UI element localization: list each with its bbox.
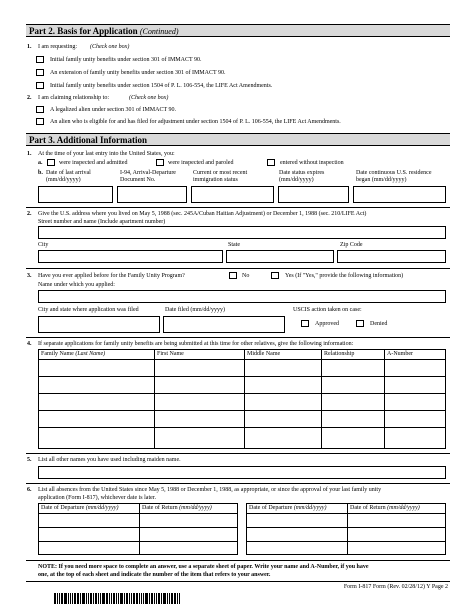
name-applied-label: Name under which you applied: xyxy=(38,282,115,288)
table-row xyxy=(247,513,445,514)
barcode-bar xyxy=(156,593,157,604)
divider xyxy=(26,483,450,484)
barcode-bar xyxy=(111,593,112,604)
q1-option-3-checkbox[interactable] xyxy=(36,82,44,89)
denied-label: Denied xyxy=(370,321,388,327)
inspected-paroled-label: were inspected and paroled xyxy=(168,160,234,166)
absences-table-left xyxy=(38,503,238,555)
barcode-bar xyxy=(61,593,63,604)
barcode-bar xyxy=(57,593,58,604)
table-row xyxy=(247,527,445,528)
q2-text: Give the U.S. address where you lived on May 5, 1988 (sec. 245A/Cuban Haitian Adjustment) or December 1, 1988 (sec. 210/LIFE Act) xyxy=(38,211,367,217)
street-label: Street number and name (Include apartment number) xyxy=(38,219,166,225)
continuous-residence-label: Date continuous U.S. residence began (mm/dd/yyyy) xyxy=(356,170,432,183)
other-names-field[interactable] xyxy=(38,466,446,479)
table-row xyxy=(39,513,237,514)
barcode-bar xyxy=(120,593,123,604)
col-a-number: A-Number xyxy=(387,351,413,357)
q1-option-1-checkbox[interactable] xyxy=(36,56,44,63)
part2-title xyxy=(29,26,179,37)
note-line2: one, at the top of each sheet and indicate the number of the item that refers to your answer. xyxy=(38,572,271,578)
barcode-bar xyxy=(54,593,56,604)
q1b-label: b. xyxy=(38,170,43,176)
barcode-bar xyxy=(118,593,119,604)
col-departure-hint: (mm/dd/yyyy) xyxy=(85,505,119,511)
table-column-divider xyxy=(321,350,322,448)
continuous-residence-field[interactable] xyxy=(353,186,446,203)
col-departure-hint: (mm/dd/yyyy) xyxy=(293,505,327,511)
q4-number: 4. xyxy=(27,341,32,347)
barcode-bar xyxy=(95,593,97,604)
street-field[interactable] xyxy=(38,226,446,239)
barcode-bar xyxy=(145,593,148,604)
bottom-rule xyxy=(26,581,450,582)
table-row xyxy=(39,541,237,542)
barcode-bar xyxy=(179,593,180,604)
barcode-bar xyxy=(158,593,160,604)
zip-field[interactable] xyxy=(337,250,446,263)
barcode-bar xyxy=(80,593,81,604)
col-middle-name: Middle Name xyxy=(247,351,281,357)
col-relationship: Relationship xyxy=(324,351,355,357)
barcode-bar xyxy=(143,593,144,604)
barcode xyxy=(54,593,181,604)
barcode-bar xyxy=(167,593,168,604)
part2-q1-number: 1. xyxy=(27,44,32,50)
table-column-divider xyxy=(139,504,140,554)
immigration-status-field[interactable] xyxy=(191,186,274,203)
barcode-bar xyxy=(98,593,99,604)
city-state-filed-label: City and state where application was filed xyxy=(38,307,139,313)
approved-label: Approved xyxy=(315,321,339,327)
barcode-bar xyxy=(133,593,135,604)
part2-title-text: Part 2. Basis for Application xyxy=(29,26,138,36)
city-field[interactable] xyxy=(38,250,223,263)
col-departure-right xyxy=(249,505,326,512)
barcode-bar xyxy=(174,593,176,604)
q4-text: If separate applications for family unity benefits are being submitted at this time for other relatives, give the following information: xyxy=(38,341,354,347)
barcode-bar xyxy=(141,593,142,604)
table-column-divider xyxy=(154,350,155,448)
barcode-bar xyxy=(74,593,76,604)
q1-option-3-label: Initial family unity benefits under section 1504 of P. L. 106-554, the LIFE Act Amendments. xyxy=(50,83,273,89)
table-row xyxy=(39,376,445,377)
state-label: State xyxy=(228,242,240,248)
table-column-divider xyxy=(244,350,245,448)
barcode-bar xyxy=(151,593,153,604)
q1-text: At the time of your last entry into the United States, you: xyxy=(38,151,175,157)
col-return-hint: (mm/dd/yyyy) xyxy=(179,505,212,511)
absences-table-right xyxy=(246,503,446,555)
col-departure-text: Date of Departure xyxy=(249,505,293,511)
date-last-arrival-label: Date of last arrival (mm/dd/yyyy) xyxy=(46,170,91,183)
divider xyxy=(26,268,450,269)
inspected-admitted-checkbox[interactable] xyxy=(47,159,55,166)
q5-text: List all other names you have used including maiden name. xyxy=(38,457,181,463)
barcode-bar xyxy=(90,593,92,604)
table-row xyxy=(247,541,445,542)
q2-option-1-checkbox[interactable] xyxy=(36,106,44,113)
entered-without-inspection-label: entered without inspection xyxy=(280,160,344,166)
form-id: Form I-817 Form (Rev. 02/28/12) Y Page 2 xyxy=(343,584,448,590)
col-return-right xyxy=(350,505,420,512)
state-field[interactable] xyxy=(226,250,334,263)
barcode-bar xyxy=(68,593,69,604)
part2-q2-hint: (Check one box) xyxy=(129,95,169,101)
q1-option-1-label: Initial family unity benefits under section 301 of IMMACT 90. xyxy=(50,57,202,63)
inspected-paroled-checkbox[interactable] xyxy=(156,159,164,166)
divider xyxy=(26,453,450,454)
barcode-bar xyxy=(82,593,85,604)
part3-title: Part 3. Additional Information xyxy=(29,135,148,145)
part2-q2-number: 2. xyxy=(27,95,32,101)
barcode-bar xyxy=(161,593,162,604)
inspected-admitted-label: were inspected and admitted xyxy=(59,160,128,166)
q1-option-2-label: An extension of family unity benefits under section 301 of IMMACT 90. xyxy=(50,70,226,76)
barcode-bar xyxy=(100,593,101,604)
table-row xyxy=(39,527,237,528)
barcode-bar xyxy=(86,593,87,604)
table-column-divider xyxy=(384,350,385,448)
name-applied-field[interactable] xyxy=(38,290,446,303)
barcode-bar xyxy=(113,593,115,604)
i94-number-field[interactable] xyxy=(117,186,187,203)
city-state-filed-field[interactable] xyxy=(38,316,160,333)
col-return-hint: (mm/dd/yyyy) xyxy=(387,505,420,511)
barcode-bar xyxy=(136,593,138,604)
date-filed-label: Date filed (mm/dd/yyyy) xyxy=(165,307,225,313)
barcode-bar xyxy=(163,593,166,604)
date-status-expires-label: Date status expires (mm/dd/yyyy) xyxy=(279,170,325,183)
q2-number: 2. xyxy=(27,211,32,217)
col-family-name-text: Family Name xyxy=(41,351,74,357)
q3-text: Have you ever applied before for the Family Unity Program? xyxy=(38,273,185,279)
q5-number: 5. xyxy=(27,457,32,463)
part2-q1-label: I am requesting: xyxy=(38,44,77,50)
q2-option-1-label: A legalized alien under section 301 of IMMACT 90. xyxy=(50,107,177,113)
q3-number: 3. xyxy=(27,273,32,279)
barcode-bar xyxy=(72,593,73,604)
note-line1: NOTE: If you need more space to complete an answer, use a separate sheet of paper. Write your name and A-Number, if you have xyxy=(38,564,369,570)
barcode-bar xyxy=(64,593,67,604)
part2-continued: (Continued) xyxy=(139,27,179,36)
q6-number: 6. xyxy=(27,487,32,493)
col-family-name-hint: (Last Name) xyxy=(75,351,106,357)
approved-checkbox[interactable] xyxy=(301,320,309,327)
i94-number-label: I-94, Arrival-Departure Document No. xyxy=(120,170,176,183)
applied-before-yes-label: Yes (If "Yes," provide the following information) xyxy=(285,273,404,279)
date-last-arrival-field[interactable] xyxy=(38,186,113,203)
part2-q2-label: I am claiming relationship to: xyxy=(38,95,109,101)
applied-before-no-checkbox[interactable] xyxy=(229,272,237,279)
barcode-bar xyxy=(109,593,110,604)
col-return-text: Date of Return xyxy=(142,505,178,511)
zip-label: Zip Code xyxy=(340,242,363,248)
barcode-bar xyxy=(102,593,105,604)
part2-q1-hint: (Check one box) xyxy=(90,44,130,50)
barcode-bar xyxy=(124,593,125,604)
date-filed-field[interactable] xyxy=(163,316,285,333)
barcode-bar xyxy=(131,593,132,604)
col-return-text: Date of Return xyxy=(350,505,386,511)
barcode-bar xyxy=(139,593,140,604)
table-column-divider xyxy=(347,504,348,554)
city-label: City xyxy=(38,242,49,248)
barcode-bar xyxy=(116,593,117,604)
denied-checkbox[interactable] xyxy=(356,320,364,327)
table-row xyxy=(39,359,445,360)
barcode-bar xyxy=(171,593,173,604)
q6-text-line1: List all absences from the United States since May 5, 1988 or December 1, 1988, as appropriate, or since the approval of your last family unity xyxy=(38,487,382,493)
barcode-bar xyxy=(177,593,178,604)
date-status-expires-field[interactable] xyxy=(278,186,349,203)
col-departure-left xyxy=(41,505,118,512)
barcode-bar xyxy=(93,593,94,604)
divider xyxy=(26,560,450,561)
immigration-status-label: Current or most recent immigration status xyxy=(193,170,248,183)
col-return-left xyxy=(142,505,212,512)
applied-before-no-label: No xyxy=(242,273,250,279)
q2-option-2-checkbox[interactable] xyxy=(36,118,44,125)
table-row xyxy=(39,410,445,411)
barcode-bar xyxy=(88,593,89,604)
part2-header-bar xyxy=(26,24,450,37)
uscis-action-label: USCIS action taken on case: xyxy=(293,307,362,313)
q1-number: 1. xyxy=(27,151,32,157)
q2-option-2-label: An alien who is eligible for and has filed for adjustment under section 1504 of P. L. 106-554, the LIFE Act Amendments. xyxy=(50,119,341,125)
col-family-name xyxy=(41,351,105,358)
entered-without-inspection-checkbox[interactable] xyxy=(267,159,275,166)
col-departure-text: Date of Departure xyxy=(41,505,85,511)
col-first-name: First Name xyxy=(157,351,184,357)
barcode-bar xyxy=(59,593,60,604)
divider xyxy=(26,207,450,208)
barcode-bar xyxy=(129,593,130,604)
barcode-bar xyxy=(77,593,79,604)
barcode-bar xyxy=(70,593,71,604)
barcode-bar xyxy=(126,593,128,604)
q1-option-2-checkbox[interactable] xyxy=(36,69,44,76)
part3-header-bar xyxy=(26,133,450,146)
relatives-table xyxy=(38,349,446,449)
barcode-bar xyxy=(149,593,150,604)
barcode-bar xyxy=(169,593,170,604)
table-row xyxy=(39,427,445,428)
barcode-bar xyxy=(106,593,108,604)
table-row xyxy=(39,393,445,394)
divider xyxy=(26,337,450,338)
q6-text-line2: application (Form I-817), whichever date is later. xyxy=(38,495,156,501)
barcode-bar xyxy=(154,593,155,604)
applied-before-yes-checkbox[interactable] xyxy=(271,272,279,279)
q1a-label: a. xyxy=(38,160,43,166)
